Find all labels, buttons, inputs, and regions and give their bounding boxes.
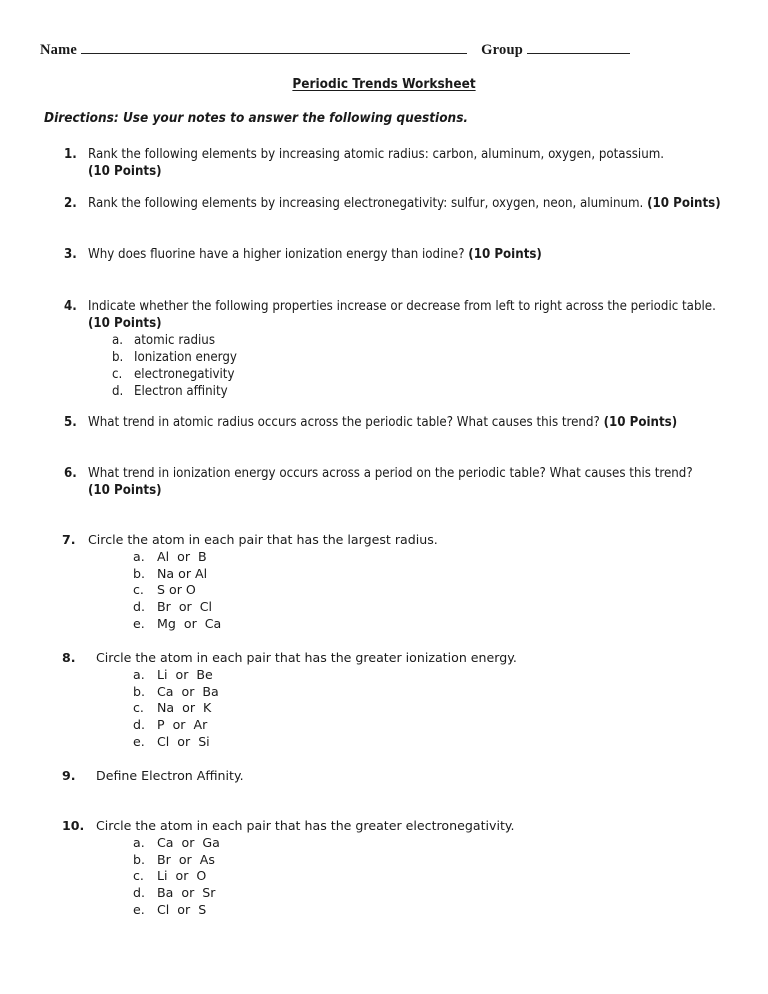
group-label: Group [481,42,523,58]
sub-letter: c. [133,868,144,884]
sub-text[interactable]: S or O [157,582,196,598]
list-item [96,902,722,919]
group-write-in-line[interactable] [527,42,630,54]
question-2 [64,195,724,212]
sub-text[interactable]: Li or Be [157,666,213,682]
question-2-number: 2. [64,196,77,211]
page-title: Periodic Trends Worksheet [292,76,476,92]
question-1 [64,146,724,180]
question-8-text: Circle the atom in each pair that has the greater ionization energy. [96,650,517,665]
sub-letter: e. [133,901,145,917]
sub-text[interactable]: Cl or S [157,901,207,917]
sub-text[interactable]: Cl or Si [157,733,210,749]
question-5-points: (10 Points) [603,415,678,430]
question-4-body [88,298,724,400]
question-7 [62,532,722,633]
list-item [96,734,722,751]
question-7-text: Circle the atom in each pair that has the largest radius. [88,532,438,547]
question-1-points: (10 Points) [88,164,162,179]
question-5-text: What trend in atomic radius occurs across the periodic table? What causes this trend? [88,415,604,430]
sub-letter: a. [133,548,145,564]
sub-text: atomic radius [134,333,215,348]
list-item [88,383,724,400]
sub-text: electronegativity [134,367,235,382]
sub-letter: c. [133,700,144,716]
list-item [96,667,722,684]
list-item [88,616,722,633]
sub-letter: b. [133,565,145,581]
question-4-sublist [88,332,724,400]
sub-text[interactable]: Ca or Ba [157,683,219,699]
list-item [96,868,722,885]
question-3-text: Why does fluorine have a higher ionization energy than iodine? [88,247,469,262]
sub-letter: e. [133,615,145,631]
sub-letter: e. [133,733,145,749]
question-9-text: Define Electron Affinity. [96,768,244,783]
list-item [88,582,722,599]
list-item [96,885,722,902]
question-5-body [88,414,724,431]
sub-letter: d. [133,599,145,615]
sub-text[interactable]: Br or As [157,851,215,867]
question-5 [64,414,724,431]
question-8 [62,650,722,751]
list-item [96,852,722,869]
question-1-text: Rank the following elements by increasing atomic radius: carbon, aluminum, oxygen, potassium. [88,147,665,162]
list-item [88,349,724,366]
sub-letter: b. [133,851,145,867]
question-3-body [88,246,724,263]
question-8-body [96,650,722,751]
question-6-body [88,465,709,499]
list-item [96,717,722,734]
name-write-in-line[interactable] [81,42,467,54]
list-item [96,684,722,701]
question-4 [64,298,724,400]
question-2-points: (10 Points) [647,196,721,211]
name-label: Name [40,42,78,58]
question-10-body [96,818,722,919]
sub-text[interactable]: Mg or Ca [157,615,222,631]
sub-letter: a. [112,333,124,348]
question-6-points: (10 Points) [88,483,162,498]
question-6-number: 6. [64,466,77,481]
sub-letter: d. [133,717,145,733]
question-2-body [88,195,724,212]
question-8-sublist [96,667,722,751]
sub-text[interactable]: Li or O [157,868,207,884]
question-6-text: What trend in ionization energy occurs across a period on the periodic table? What causes this trend? [88,466,693,481]
question-4-points: (10 Points) [88,316,162,331]
question-5-number: 5. [64,415,77,430]
question-7-body [88,532,722,633]
sub-letter: c. [133,582,144,598]
question-1-body [88,146,724,180]
question-4-text: Indicate whether the following properties increase or decrease from left to right across the periodic table. [88,299,716,314]
sub-text[interactable]: P or Ar [157,717,208,733]
list-item [88,599,722,616]
question-3 [64,246,724,263]
question-6 [64,465,709,499]
question-10-number: 10. [62,818,85,833]
question-3-number: 3. [64,247,77,262]
sub-text: Electron affinity [134,384,228,399]
sub-letter: a. [133,666,145,682]
question-9-body [96,768,722,785]
question-7-sublist [88,549,722,633]
sub-text[interactable]: Ca or Ga [157,834,220,850]
question-10 [62,818,722,919]
directions-text: Directions: Use your notes to answer the following questions. [44,110,469,126]
question-9-number: 9. [62,768,76,783]
question-7-number: 7. [62,532,76,547]
question-3-points: (10 Points) [468,247,542,262]
sub-text[interactable]: Al or B [157,548,207,564]
sub-text[interactable]: Na or Al [157,565,208,581]
question-4-number: 4. [64,299,77,314]
list-item [88,566,722,583]
question-9 [62,768,722,785]
question-8-number: 8. [62,650,76,665]
question-10-text: Circle the atom in each pair that has the greater electronegativity. [96,818,515,833]
sub-letter: d. [112,384,124,399]
question-2-text: Rank the following elements by increasing electronegativity: sulfur, oxygen, neon, aluminum. [88,196,648,211]
list-item [96,700,722,717]
list-item [88,549,722,566]
sub-text: Ionization energy [134,350,237,365]
sub-text[interactable]: Ba or Sr [157,885,216,901]
sub-letter: c. [112,367,123,382]
list-item [96,835,722,852]
sub-letter: b. [112,350,124,365]
sub-letter: b. [133,683,145,699]
question-10-sublist [96,835,722,919]
list-item [88,332,724,349]
question-1-number: 1. [64,147,77,162]
sub-text[interactable]: Na or K [157,700,212,716]
sub-letter: a. [133,834,145,850]
student-info-row [40,42,630,62]
list-item [88,366,724,383]
sub-text[interactable]: Br or Cl [157,599,213,615]
sub-letter: d. [133,885,145,901]
